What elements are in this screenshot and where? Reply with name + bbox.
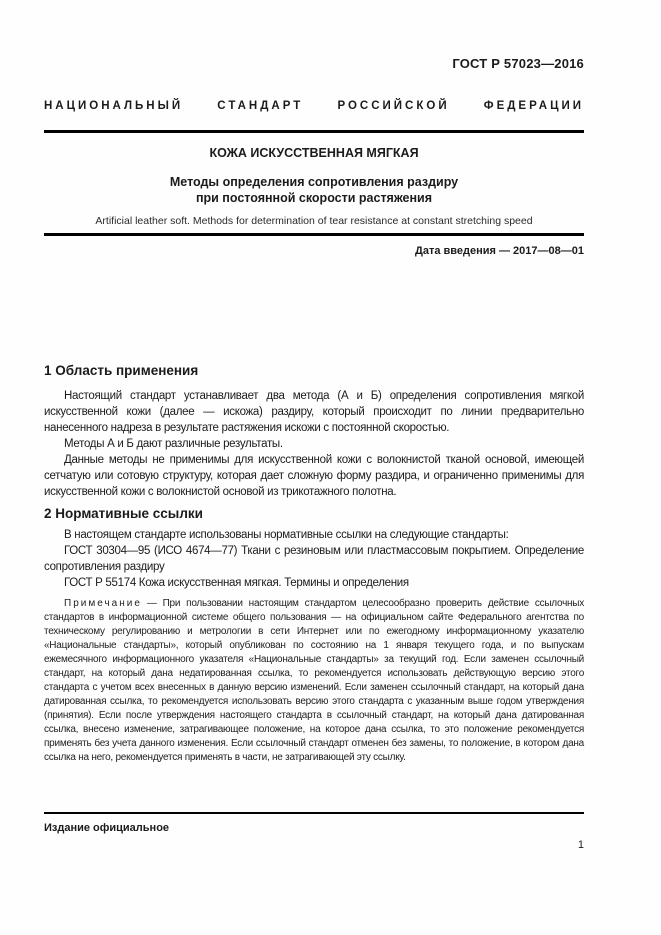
doc-subtitle [44, 174, 584, 206]
header-rule-top [44, 130, 584, 133]
effective-date: Дата введения — 2017—08—01 [415, 245, 584, 257]
reference-gost-r-55174: ГОСТ Р 55174 Кожа искусственная мягкая. Термины и определения [64, 577, 409, 589]
doc-title: КОЖА ИСКУССТВЕННАЯ МЯГКАЯ [209, 146, 419, 160]
note-label: Примечание [64, 598, 142, 609]
doc-subtitle-line2: при постоянной скорости растяжения [195, 191, 433, 205]
document-body [44, 363, 584, 765]
edition-label: Издание официальное [44, 822, 170, 834]
scope-paragraph-1: Настоящий стандарт устанавливает два метода (А и Б) определения сопротивления мягкой искусственной кожи (далее — искожа) раздиру, который происходит по линии предварительно нанесенного надреза в результате растяжения искожи с постоянной скоростью. [44, 390, 584, 434]
header-rule-bottom [44, 233, 584, 236]
doc-subtitle-line1: Методы определения сопротивления раздиру [169, 175, 459, 189]
scope-paragraph-2: Методы А и Б дают различные результаты. [64, 438, 283, 450]
note-text: — При пользовании настоящим стандартом целесообразно проверить действие ссылочных стандартов в информационной системе общего пользования — на официальном сайте Федерального агентства по техническому регулированию и метрологии в сети Интернет или по ежегодному информационному указателю «Национальные стандарты», который опубликован по состоянию на 1 января текущего года, и по выпускам ежемесячного информационного указателя «Национальные стандарты» за текущий год. Если заменен ссылочный стандарт, на который дана недатированная ссылка, то рекомендуется использовать действующую версию этого стандарта с учетом всех внесенных в данную версию изменений. Если заменен ссылочный стандарт, на который дана датированная ссылка, то рекомендуется использовать версию этого стандарта с указанным выше годом утверждения (принятия). Если после утверждения настоящего стандарта в ссылочный стандарт, на который дана датированная ссылка, внесено изменение, затрагивающее положение, на которое дана ссылка, то это положение рекомендуется применять без учета данного изменения. Если ссылочный стандарт отменен без замены, то положение, в котором дана ссылка на него, рекомендуется применять в части, не затрагивающей эту ссылку. [44, 598, 584, 763]
page-number: 1 [577, 839, 584, 851]
scope-paragraph-3: Данные методы не применимы для искусственной кожи с волокнистой тканой основой, имеющей сетчатую или сотовую структуру, которая дает сложную форму раздира, и ограниченно применимы для искусственной кожи с волокнистой основой из трикотажного полотна. [44, 454, 584, 498]
section-references-heading: 2 Нормативные ссылки [44, 506, 203, 521]
reference-gost-30304: ГОСТ 30304—95 (ИСО 4674—77) Ткани с резиновым или пластмассовым покрытием. Определение сопротивления раздиру [44, 545, 584, 573]
references-note [44, 597, 584, 765]
section-scope-heading: 1 Область применения [44, 363, 199, 378]
doc-title-english: Artificial leather soft. Methods for determination of tear resistance at constant stretching speed [95, 215, 533, 227]
standard-type-banner: НАЦИОНАЛЬНЫЙ СТАНДАРТ РОССИЙСКОЙ ФЕДЕРАЦИИ [44, 100, 584, 112]
references-intro: В настоящем стандарте использованы нормативные ссылки на следующие стандарты: [64, 529, 509, 541]
footer-rule [44, 812, 584, 814]
doc-number: ГОСТ Р 57023—2016 [452, 56, 584, 71]
